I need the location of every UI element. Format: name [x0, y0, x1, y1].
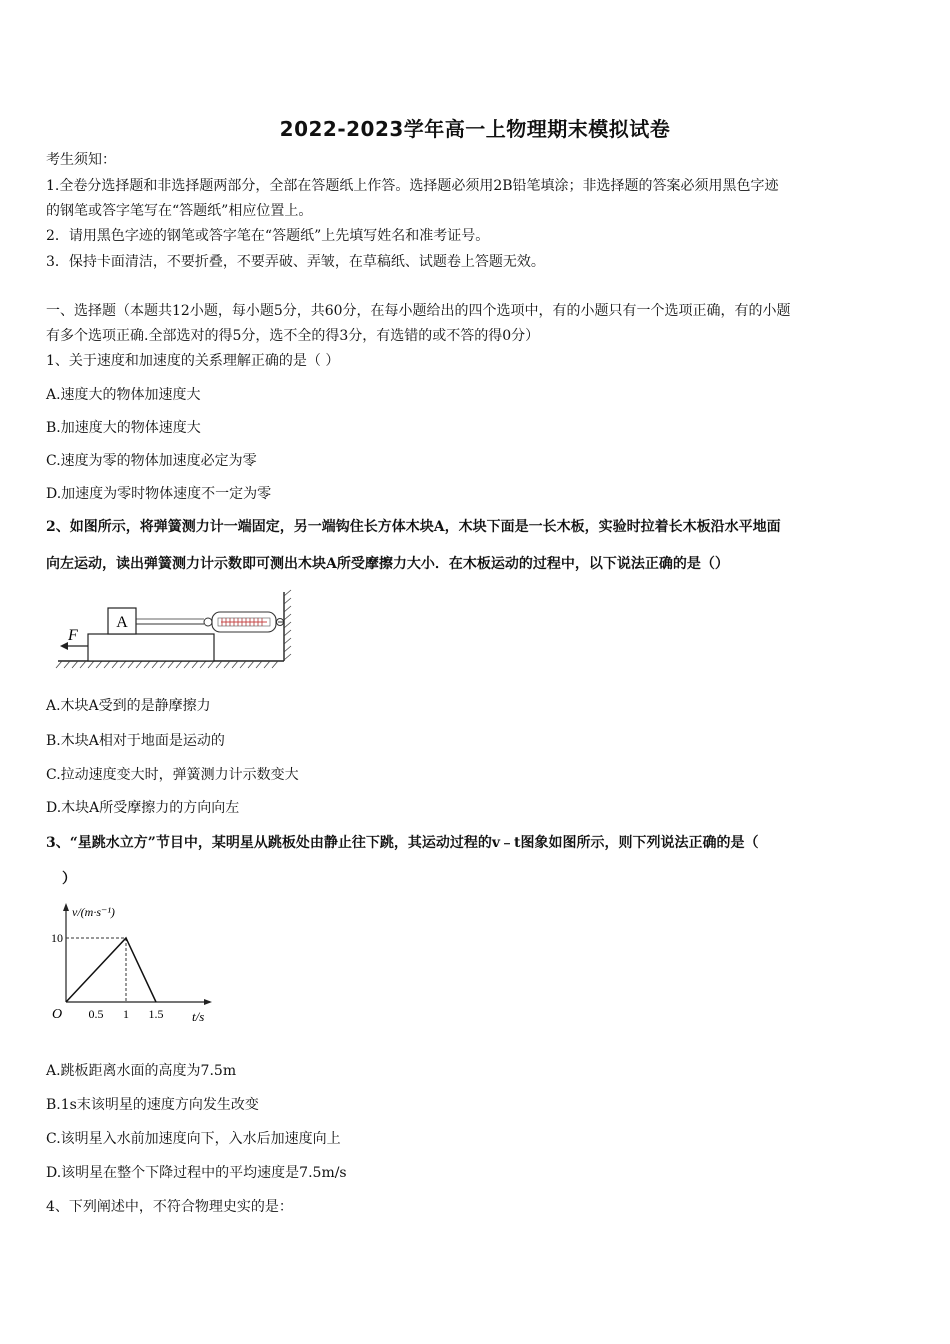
page-title: 2022-2023学年高一上物理期末模拟试卷 [279, 117, 671, 141]
y-tick-label: 10 [51, 931, 63, 945]
section-heading: 一、选择题（本题共12小题，每小题5分，共60分，在每小题给出的四个选项中，有的小题只有一个选项正确，有的小题 [46, 303, 791, 319]
x-tick-label: 0.5 [88, 1007, 104, 1021]
q1-option-d: D.加速度为零时物体速度不一定为零 [46, 486, 272, 502]
long-board [88, 634, 214, 661]
q3-option-a: A.跳板距离水面的高度为7.5m [46, 1063, 237, 1079]
question-3-stem-cont: ） [62, 871, 76, 887]
origin-label: O [52, 1007, 63, 1022]
question-2-stem-cont: 向左运动，读出弹簧测力计示数即可测出木块A所受摩擦力大小．在木板运动的过程中，以下说法正确的是（） [46, 556, 729, 572]
question-2-stem: 2、如图所示，将弹簧测力计一端固定，另一端钩住长方体木块A，木块下面是一长木板，实验时拉着长木板沿水平地面 [46, 519, 781, 535]
y-axis-label: v/(m·s⁻¹) [72, 905, 115, 919]
q3-option-d: D.该明星在整个下降过程中的平均速度是7.5m/s [46, 1165, 347, 1181]
question-4-stem: 4、下列阐述中，不符合物理史实的是： [46, 1199, 293, 1215]
q1-option-a: A.速度大的物体加速度大 [46, 387, 201, 403]
x-axis-label: t/s [192, 1009, 205, 1024]
notice-item: 3．保持卡面清洁，不要折叠，不要弄破、弄皱，在草稿纸、试题卷上答题无效。 [46, 254, 545, 270]
x-axis-arrow [204, 999, 212, 1005]
question-1-stem: 1、关于速度和加速度的关系理解正确的是（ ） [46, 353, 340, 369]
x-tick-label: 1 [123, 1007, 129, 1021]
velocity-series-line [66, 938, 156, 1002]
force-arrow [60, 642, 68, 650]
force-label: F [68, 627, 78, 644]
vt-graph [46, 898, 216, 1028]
block-a-label: A [116, 614, 128, 631]
notice-item: 的钢笔或答字笔写在“答题纸”相应位置上。 [46, 203, 313, 219]
q1-option-c: C.速度为零的物体加速度必定为零 [46, 453, 257, 469]
q2-option-b: B.木块A相对于地面是运动的 [46, 733, 225, 749]
q2-option-d: D.木块A所受摩擦力的方向向左 [46, 800, 240, 816]
question-3-stem: 3、“星跳水立方”节目中，某明星从跳板处由静止往下跳，其运动过程的v﹣t图象如图所示，则下列说法正确的是（ [46, 835, 759, 851]
spring-scale-figure [48, 588, 300, 672]
y-axis-arrow [63, 903, 69, 911]
q2-option-a: A.木块A受到的是静摩擦力 [46, 698, 211, 714]
notice-item: 1.全卷分选择题和非选择题两部分，全部在答题纸上作答。选择题必须用2B铅笔填涂；非选择题的答案必须用黑色字迹 [46, 178, 779, 194]
section-heading-cont: 有多个选项正确.全部选对的得5分，选不全的得3分，有选错的或不答的得0分） [46, 328, 540, 344]
x-tick-label: 1.5 [148, 1007, 164, 1021]
notice-item: 2．请用黑色字迹的钢笔或答字笔在“答题纸”上先填写姓名和准考证号。 [46, 228, 490, 244]
q2-option-c: C.拉动速度变大时，弹簧测力计示数变大 [46, 767, 299, 783]
q1-option-b: B.加速度大的物体速度大 [46, 420, 201, 436]
q3-option-b: B.1s末该明星的速度方向发生改变 [46, 1097, 259, 1113]
notice-heading: 考生须知： [46, 152, 116, 168]
q3-option-c: C.该明星入水前加速度向下，入水后加速度向上 [46, 1131, 341, 1147]
